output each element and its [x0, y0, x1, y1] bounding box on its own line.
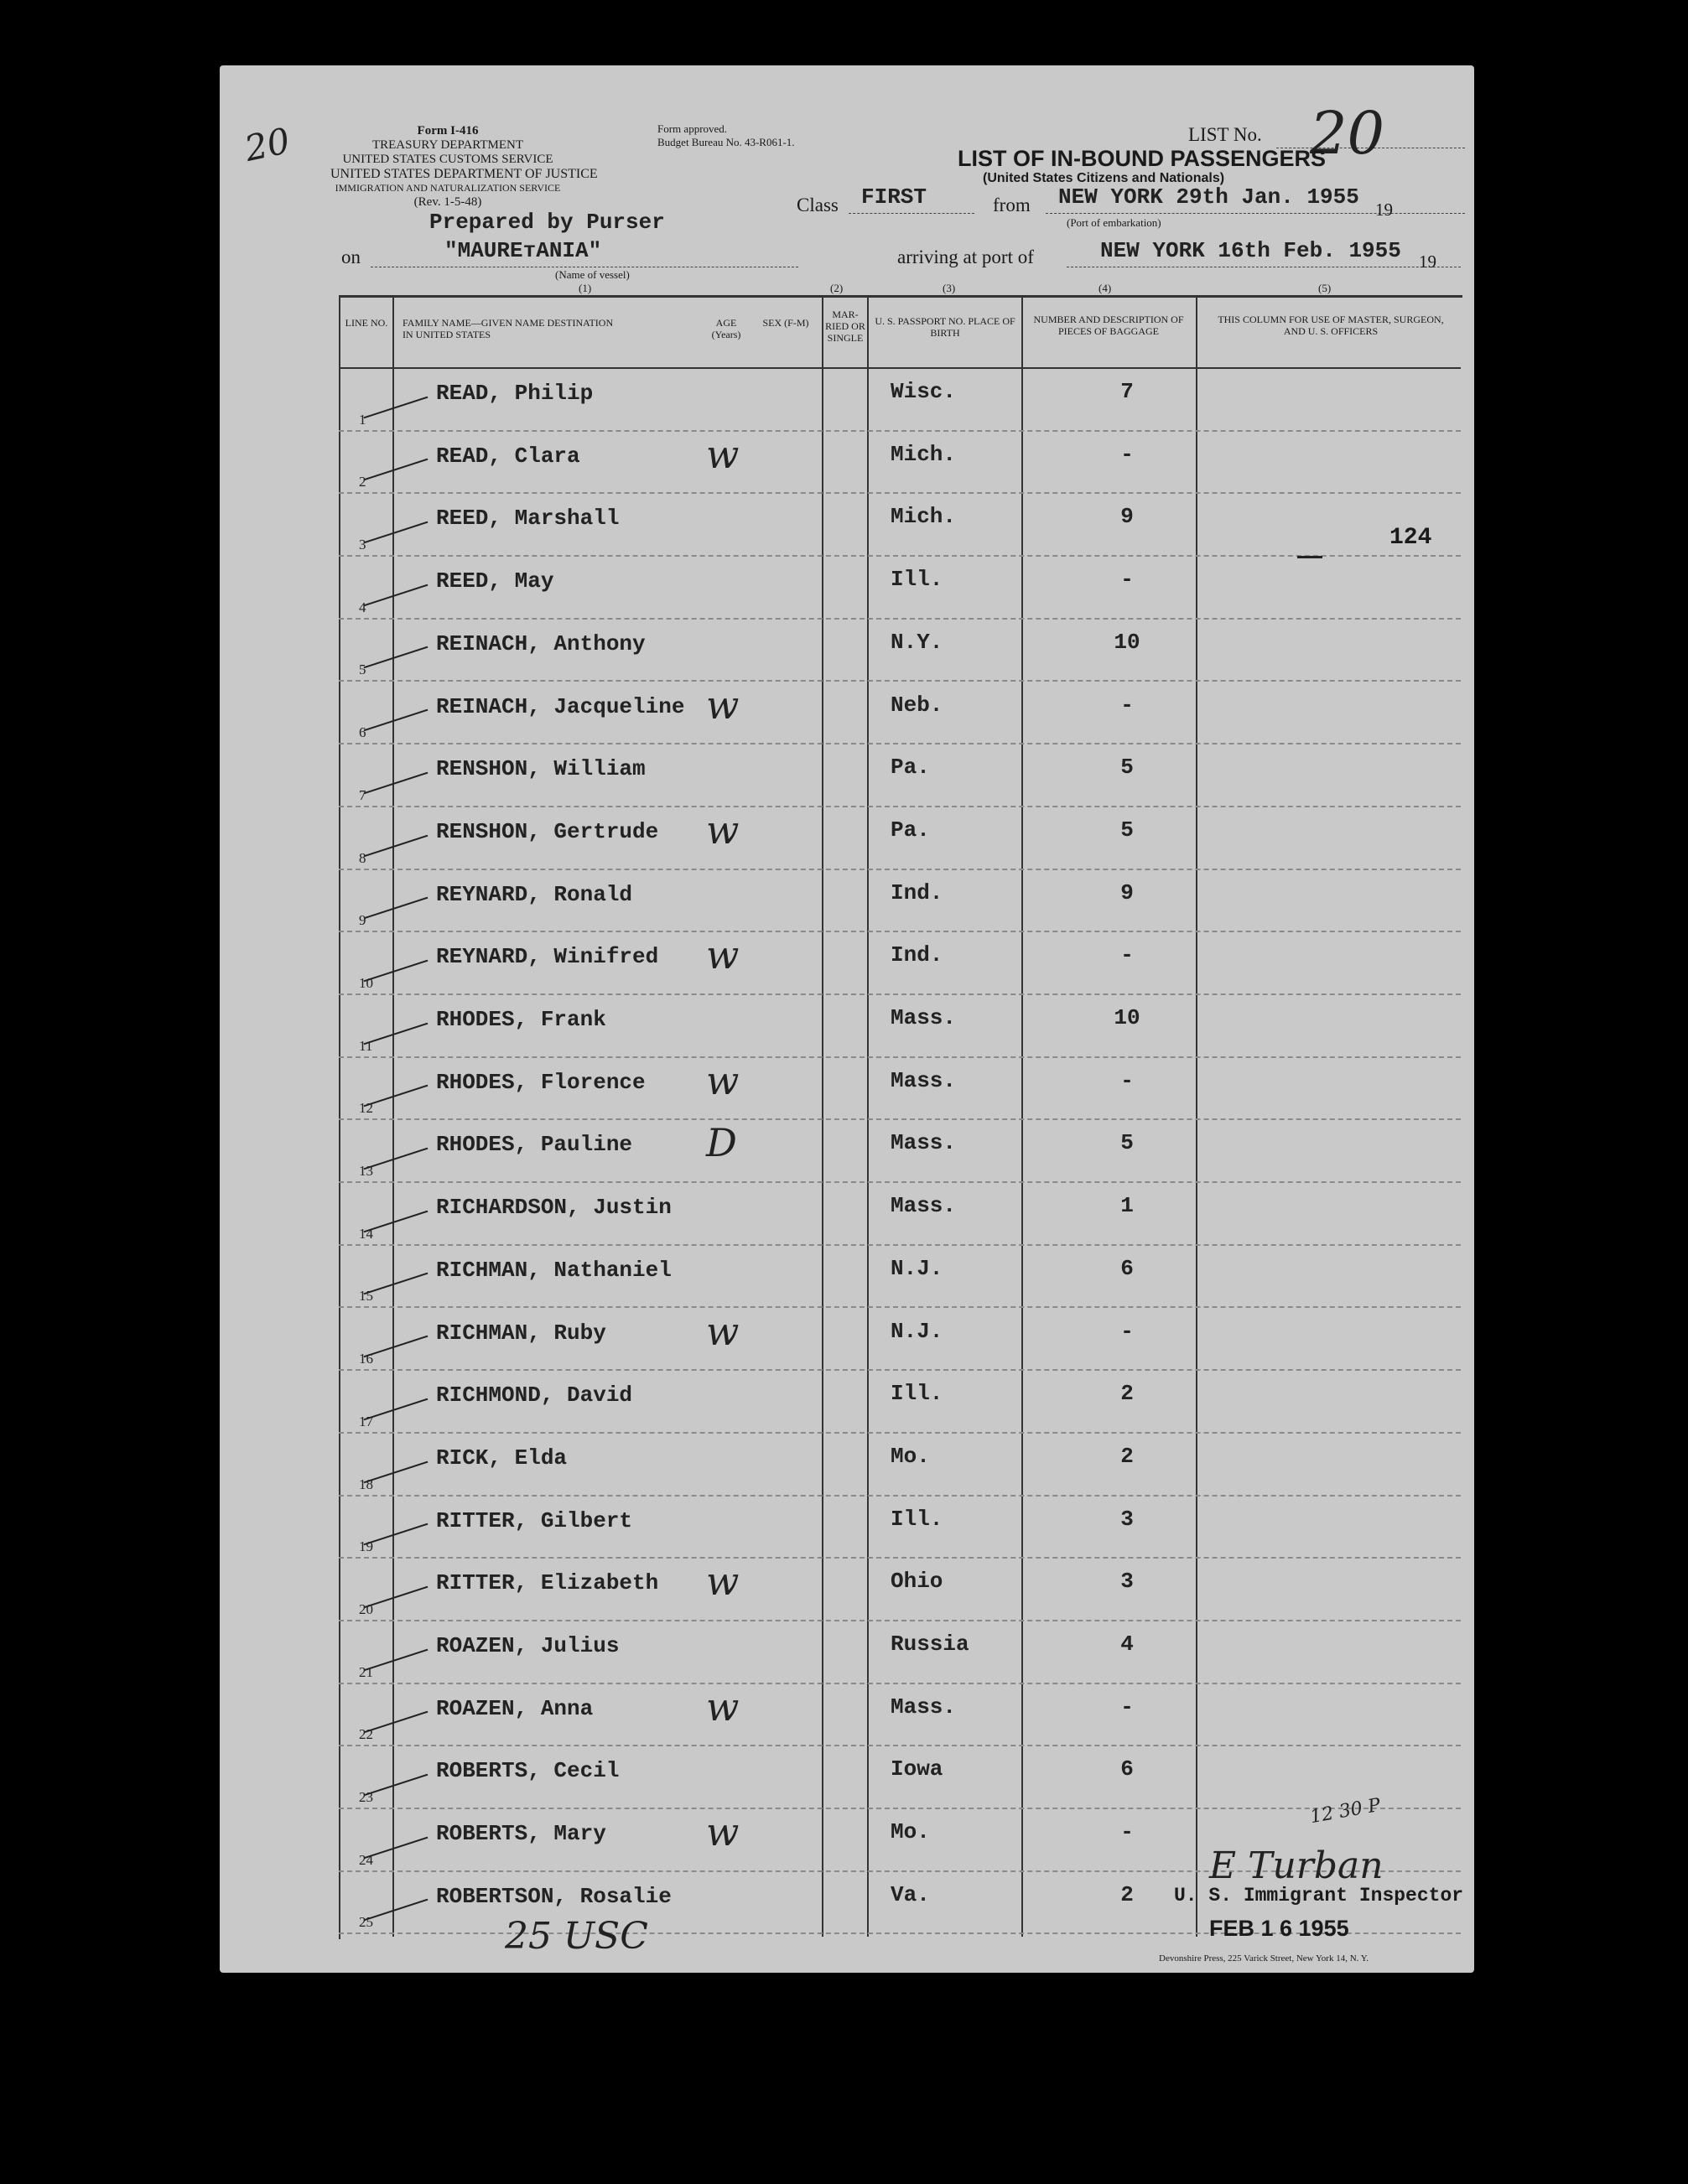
- line-number: 4: [359, 599, 366, 615]
- col-num-1: (1): [579, 282, 592, 294]
- justice-dept: UNITED STATES DEPARTMENT OF JUSTICE: [330, 167, 598, 181]
- officer-dash: [1297, 556, 1322, 558]
- baggage-count: -: [1120, 1067, 1134, 1093]
- check-tick: [364, 1336, 428, 1358]
- line-number: 6: [359, 724, 366, 741]
- line-number: 21: [359, 1663, 373, 1680]
- table-row: [220, 1309, 1474, 1372]
- handwritten-mark: D: [706, 1120, 737, 1166]
- passenger-name: REYNARD, Winifred: [436, 944, 659, 970]
- baggage-count: 2: [1120, 1881, 1134, 1907]
- baggage-count: -: [1120, 942, 1134, 968]
- baggage-count: 3: [1120, 1569, 1134, 1595]
- class-underline: [849, 213, 974, 214]
- check-tick: [364, 396, 428, 418]
- passenger-name: RENSHON, William: [436, 756, 646, 782]
- check-tick: [364, 521, 428, 544]
- agency-block: [330, 124, 598, 210]
- table-row: [220, 1183, 1474, 1246]
- arriving-value: NEW YORK 16th Feb. 1955: [1100, 238, 1401, 263]
- check-tick: [364, 459, 428, 481]
- table-row: [220, 369, 1474, 432]
- passenger-name: REED, Marshall: [436, 506, 620, 532]
- check-tick: [364, 772, 428, 795]
- line-number: 3: [359, 537, 366, 553]
- handwritten-mark: w: [706, 1809, 740, 1855]
- budget-text: Budget Bureau No. 43-R061-1.: [657, 136, 795, 148]
- table-row: [220, 1371, 1474, 1434]
- line-number: 20: [359, 1600, 373, 1617]
- baggage-count: 10: [1114, 629, 1140, 655]
- line-number: 19: [359, 1538, 373, 1555]
- place-of-birth: Pa.: [891, 817, 930, 843]
- arriving-label: arriving at port of: [897, 246, 1034, 267]
- header-married: MAR- RIED OR SINGLE: [825, 309, 865, 344]
- list-no-label: LIST No.: [1188, 124, 1262, 145]
- table-row: [220, 932, 1474, 995]
- handwritten-mark: w: [706, 807, 740, 853]
- passenger-name: RHODES, Pauline: [436, 1132, 633, 1158]
- passenger-name: RENSHON, Gertrude: [436, 818, 659, 844]
- passenger-list-sheet: [220, 65, 1474, 1973]
- passenger-name: RICHARDSON, Justin: [436, 1195, 672, 1221]
- place-of-birth: Mo.: [891, 1443, 930, 1469]
- table-row: [220, 995, 1474, 1058]
- header-baggage: NUMBER AND DESCRIPTION OF PIECES OF BAGGAGE: [1033, 314, 1184, 337]
- table-row: [220, 432, 1474, 495]
- passenger-name: READ, Philip: [436, 381, 594, 406]
- from-underline: [1046, 213, 1465, 214]
- baggage-count: 2: [1120, 1381, 1134, 1407]
- place-of-birth: Ill.: [891, 1506, 943, 1532]
- check-tick: [364, 1022, 428, 1045]
- officer-note: 124: [1389, 525, 1432, 551]
- baggage-count: 6: [1120, 1255, 1134, 1281]
- baggage-count: -: [1120, 1694, 1134, 1720]
- baggage-count: 1: [1120, 1193, 1134, 1219]
- place-of-birth: N.J.: [891, 1318, 943, 1344]
- passenger-name: ROAZEN, Julius: [436, 1633, 620, 1658]
- passenger-name: REED, May: [436, 568, 554, 594]
- customs-service: UNITED STATES CUSTOMS SERVICE: [342, 153, 553, 166]
- passenger-name: READ, Clara: [436, 443, 580, 469]
- baggage-count: -: [1120, 441, 1134, 467]
- check-tick: [364, 834, 428, 857]
- list-no-value: 20: [1310, 99, 1385, 168]
- header-sex: SEX (F-M): [762, 317, 809, 329]
- line-number: 23: [359, 1789, 373, 1806]
- check-tick: [364, 1460, 428, 1483]
- footer-note: 25 USC: [505, 1915, 648, 1958]
- baggage-count: -: [1120, 692, 1134, 718]
- table-row: [220, 557, 1474, 620]
- baggage-count: 9: [1120, 504, 1134, 530]
- corner-mark: 20: [241, 119, 293, 170]
- vessel-caption: (Name of vessel): [555, 268, 630, 281]
- line-number: 14: [359, 1225, 373, 1242]
- place-of-birth: Mass.: [891, 1067, 957, 1093]
- line-number: 16: [359, 1351, 373, 1367]
- line-number: 17: [359, 1413, 373, 1429]
- class-value: FIRST: [861, 184, 927, 210]
- line-number: 22: [359, 1726, 373, 1743]
- header-age: AGE (Years): [711, 317, 741, 340]
- place-of-birth: Mo.: [891, 1819, 930, 1845]
- table-row: [220, 620, 1474, 682]
- baggage-count: 5: [1120, 1130, 1134, 1156]
- line-number: 7: [359, 786, 366, 803]
- passenger-name: REYNARD, Ronald: [436, 881, 633, 907]
- revision: (Rev. 1-5-48): [413, 195, 482, 209]
- passenger-name: RHODES, Florence: [436, 1069, 646, 1095]
- col-num-3: (3): [943, 282, 956, 294]
- page-subtitle: (United States Citizens and Nationals): [983, 171, 1225, 185]
- check-tick: [364, 960, 428, 983]
- place-of-birth: Pa.: [891, 755, 930, 781]
- baggage-count: 6: [1120, 1756, 1134, 1782]
- place-of-birth: Ind.: [891, 942, 943, 968]
- place-of-birth: Mass.: [891, 1130, 957, 1156]
- handwritten-mark: w: [706, 1683, 740, 1730]
- line-number: 5: [359, 661, 366, 678]
- table-row: [220, 1559, 1474, 1621]
- header-name: FAMILY NAME—GIVEN NAME DESTINATION IN UNITED STATES: [403, 317, 614, 340]
- check-tick: [364, 1711, 428, 1734]
- line-number: 2: [359, 474, 366, 490]
- place-of-birth: Ill.: [891, 1381, 943, 1407]
- passenger-name: ROBERTSON, Rosalie: [436, 1883, 672, 1909]
- check-tick: [364, 1836, 428, 1859]
- check-tick: [364, 709, 428, 732]
- table-row: [220, 1246, 1474, 1309]
- baggage-count: 5: [1120, 817, 1134, 843]
- inspection-stamp: FEB 1 6 1955: [1209, 1916, 1349, 1941]
- check-tick: [364, 646, 428, 669]
- baggage-count: 7: [1120, 379, 1134, 404]
- passenger-name: ROAZEN, Anna: [436, 1695, 594, 1721]
- handwritten-mark: w: [706, 1308, 740, 1354]
- place-of-birth: N.Y.: [891, 629, 943, 655]
- place-of-birth: Ohio: [891, 1569, 943, 1595]
- baggage-count: 9: [1120, 879, 1134, 905]
- table-row: [220, 682, 1474, 745]
- inspector-title: U. S. Immigrant Inspector: [1174, 1885, 1464, 1906]
- place-of-birth: Wisc.: [891, 379, 957, 404]
- check-tick: [364, 1273, 428, 1295]
- check-tick: [364, 1899, 428, 1922]
- passenger-name: ROBERTS, Mary: [436, 1821, 606, 1847]
- form-approved: [657, 122, 795, 149]
- check-tick: [364, 1398, 428, 1421]
- check-tick: [364, 1148, 428, 1170]
- place-of-birth: Ill.: [891, 567, 943, 593]
- table-row: [220, 1497, 1474, 1559]
- from-label: from: [993, 195, 1031, 215]
- line-number: 24: [359, 1851, 373, 1868]
- table-row: [220, 1746, 1474, 1809]
- baggage-count: 5: [1120, 755, 1134, 781]
- line-number: 12: [359, 1100, 373, 1117]
- prepared-by: Prepared by Purser: [429, 210, 665, 235]
- from-value: NEW YORK 29th Jan. 1955: [1058, 184, 1359, 210]
- table-row: [220, 807, 1474, 870]
- check-tick: [364, 1085, 428, 1108]
- baggage-count: -: [1120, 1819, 1134, 1845]
- handwritten-mark: w: [706, 1559, 740, 1605]
- printer-credit: Devonshire Press, 225 Varick Street, New York 14, N. Y.: [1159, 1953, 1369, 1964]
- baggage-count: -: [1120, 567, 1134, 593]
- passenger-name: RITTER, Elizabeth: [436, 1570, 659, 1596]
- check-tick: [364, 1586, 428, 1609]
- form-number: Form I-416: [417, 124, 479, 137]
- time-note: 12 30 P: [1308, 1794, 1383, 1829]
- passenger-name: ROBERTS, Cecil: [436, 1758, 620, 1784]
- place-of-birth: Mass.: [891, 1694, 957, 1720]
- approved-text: Form approved.: [657, 122, 728, 135]
- check-tick: [364, 1210, 428, 1232]
- page-title: LIST OF IN-BOUND PASSENGERS: [958, 146, 1327, 171]
- table-row: [220, 870, 1474, 933]
- check-tick: [364, 1523, 428, 1546]
- check-tick: [364, 1648, 428, 1671]
- place-of-birth: Iowa: [891, 1756, 943, 1782]
- place-of-birth: Va.: [891, 1881, 930, 1907]
- line-number: 10: [359, 974, 373, 991]
- place-of-birth: Mich.: [891, 504, 957, 530]
- handwritten-mark: w: [706, 682, 740, 728]
- line-number: 9: [359, 912, 366, 929]
- line-number: 25: [359, 1914, 373, 1931]
- treasury-dept: TREASURY DEPARTMENT: [371, 138, 524, 152]
- line-number: 15: [359, 1288, 373, 1305]
- check-tick: [364, 1774, 428, 1797]
- table-row: [220, 494, 1474, 557]
- line-number: 18: [359, 1476, 373, 1492]
- passenger-name: RITTER, Gilbert: [436, 1507, 633, 1533]
- passenger-name: RHODES, Frank: [436, 1007, 606, 1032]
- line-number: 8: [359, 849, 366, 866]
- table-row: [220, 1684, 1474, 1747]
- baggage-count: 3: [1120, 1506, 1134, 1532]
- passenger-name: RICHMAN, Ruby: [436, 1320, 606, 1346]
- header-officers: THIS COLUMN FOR USE OF MASTER, SURGEON, AND U. S. OFFICERS: [1218, 314, 1444, 337]
- table-row: [220, 1058, 1474, 1121]
- handwritten-mark: w: [706, 1057, 740, 1103]
- line-number: 11: [359, 1037, 373, 1054]
- table-row: [220, 1120, 1474, 1183]
- port-embark-caption: (Port of embarkation): [1067, 216, 1161, 229]
- handwritten-mark: w: [706, 431, 740, 477]
- place-of-birth: Neb.: [891, 692, 943, 718]
- baggage-count: 4: [1120, 1632, 1134, 1657]
- baggage-count: -: [1120, 1318, 1134, 1344]
- baggage-count: 10: [1114, 1005, 1140, 1030]
- place-of-birth: N.J.: [891, 1255, 943, 1281]
- passenger-name: REINACH, Jacqueline: [436, 693, 685, 719]
- ins-service: IMMIGRATION AND NATURALIZATION SERVICE: [335, 182, 561, 194]
- passenger-name: RICHMOND, David: [436, 1383, 633, 1408]
- passenger-name: RICHMAN, Nathaniel: [436, 1257, 672, 1283]
- place-of-birth: Ind.: [891, 879, 943, 905]
- baggage-count: 2: [1120, 1443, 1134, 1469]
- passenger-name: RICK, Elda: [436, 1445, 568, 1471]
- table-row: [220, 1621, 1474, 1684]
- on-label: on: [341, 246, 361, 267]
- col-num-4: (4): [1098, 282, 1112, 294]
- place-of-birth: Mich.: [891, 441, 957, 467]
- year-prefix: 19: [1375, 200, 1393, 220]
- col-num-2: (2): [830, 282, 844, 294]
- year-prefix-2: 19: [1419, 252, 1436, 272]
- line-number: 13: [359, 1163, 373, 1180]
- place-of-birth: Mass.: [891, 1193, 957, 1219]
- table-row: [220, 1434, 1474, 1497]
- inspector-signature: E Turban: [1209, 1844, 1384, 1887]
- line-number: 1: [359, 411, 366, 428]
- header-line-no: LINE NO.: [345, 317, 388, 329]
- vessel-name: "MAUREтANIA": [444, 238, 602, 263]
- table-row: [220, 744, 1474, 807]
- col-num-5: (5): [1318, 282, 1332, 294]
- passenger-name: REINACH, Anthony: [436, 630, 646, 656]
- header-passport: U. S. PASSPORT NO. PLACE OF BIRTH: [875, 315, 1015, 339]
- check-tick: [364, 897, 428, 920]
- handwritten-mark: w: [706, 932, 740, 978]
- place-of-birth: Russia: [891, 1632, 969, 1657]
- class-label: Class: [797, 195, 839, 215]
- place-of-birth: Mass.: [891, 1005, 957, 1030]
- check-tick: [364, 584, 428, 606]
